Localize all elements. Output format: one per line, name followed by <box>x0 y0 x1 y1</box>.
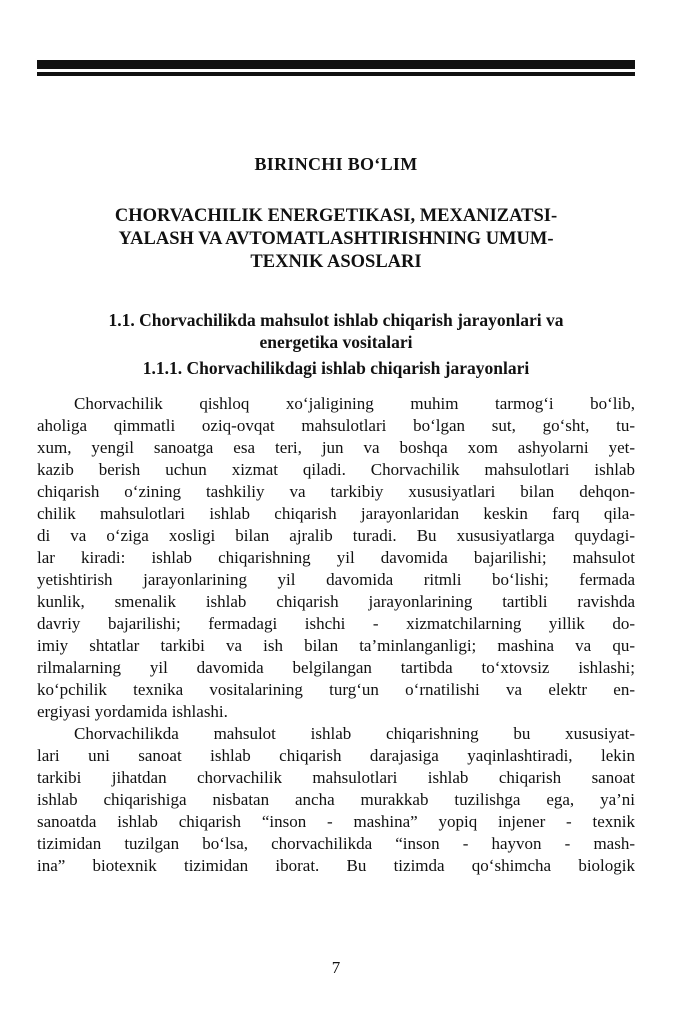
text-line: ishlab chiqarishiga nisbatan ancha murakkab tuzilishga ega, ya’ni <box>37 790 635 809</box>
section-title-line: 1.1. Chorvachilikda mahsulot ishlab chiqarish jarayonlari va <box>108 310 564 330</box>
text-line: ina” biotexnik tizimidan iborat. Bu tizimda qo‘shimcha biologik <box>37 856 635 875</box>
chapter-title-line: TEXNIK ASOSLARI <box>250 252 422 272</box>
text-line: xum, yengil sanoatga esa teri, jun va boshqa xom ashyolarni yet- <box>37 438 635 457</box>
paragraph-1 <box>37 393 635 723</box>
text-line: kunlik, smenalik ishlab chiqarish jarayonlarining tartibli ravishda <box>37 592 635 611</box>
text-line: chiqarish o‘zining tashkiliy va tarkibiy xususiyatlari bilan dehqon- <box>37 482 635 501</box>
chapter-title-line: CHORVACHILIK ENERGETIKASI, MEXANIZATSI- <box>114 206 558 226</box>
text-line: Chorvachilikda mahsulot ishlab chiqarishning bu xususiyat- <box>74 724 635 743</box>
text-line: sanoatda ishlab chiqarish “inson - mashina” yopiq injener - texnik <box>37 812 635 831</box>
text-line: yetishtirish jarayonlarining yil davomida ritmli bo‘lishi; fermada <box>37 570 635 589</box>
text-line: di va o‘ziga xosligi bilan ajralib turadi. Bu xususiyatlarga quydagi- <box>37 526 635 545</box>
page-number: 7 <box>331 958 341 977</box>
chapter-title <box>47 205 625 274</box>
paragraph-2 <box>37 723 635 877</box>
text-line: tarkibi jihatdan chorvachilik mahsulotlari ishlab chiqarish sanoat <box>37 768 635 787</box>
part-title: BIRINCHI BO‘LIM <box>254 154 418 174</box>
text-line: chilik mahsulotlari ishlab chiqarish jarayonlaridan keskin farq qila- <box>37 504 635 523</box>
text-line: kazib berish uchun xizmat qiladi. Chorvachilik mahsulotlari ishlab <box>37 460 635 479</box>
text-line: imiy shtatlar tarkibi va ish bilan ta’minlanganligi; mashina va qu- <box>37 636 635 655</box>
text-line: lar kiradi: ishlab chiqarishning yil davomida bajarilishi; mahsulot <box>37 548 635 567</box>
body-text <box>37 393 635 877</box>
text-line: rilmalarning yil davomida belgilangan tartibda to‘xtovsiz ishlashi; <box>37 658 635 677</box>
section-title <box>37 309 635 353</box>
text-line: ergiyasi yordamida ishlashi. <box>37 702 228 721</box>
text-line: Chorvachilik qishloq xo‘jaligining muhim tarmog‘i bo‘lib, <box>74 394 635 413</box>
header-rule-thin <box>37 72 635 76</box>
header-rule-thick <box>37 60 635 69</box>
section-title-line: energetika vositalari <box>259 332 413 352</box>
text-line: davriy bajarilishi; fermadagi ishchi - xizmatchilarning yillik do- <box>37 614 635 633</box>
text-line: ko‘pchilik texnika vositalarining turg‘un o‘rnatilishi va elektr en- <box>37 680 635 699</box>
text-line: lari uni sanoat ishlab chiqarish darajasiga yaqinlashtiradi, lekin <box>37 746 635 765</box>
subsection-title: 1.1.1. Chorvachilikdagi ishlab chiqarish jarayonlari <box>142 358 530 378</box>
chapter-title-line: YALASH VA AVTOMATLASHTIRISHNING UMUM- <box>118 229 554 249</box>
text-line: tizimidan tuzilgan bo‘lsa, chorvachilikda “inson - hayvon - mash- <box>37 834 635 853</box>
text-line: aholiga qimmatli oziq-ovqat mahsulotlari bo‘lgan sut, go‘sht, tu- <box>37 416 635 435</box>
